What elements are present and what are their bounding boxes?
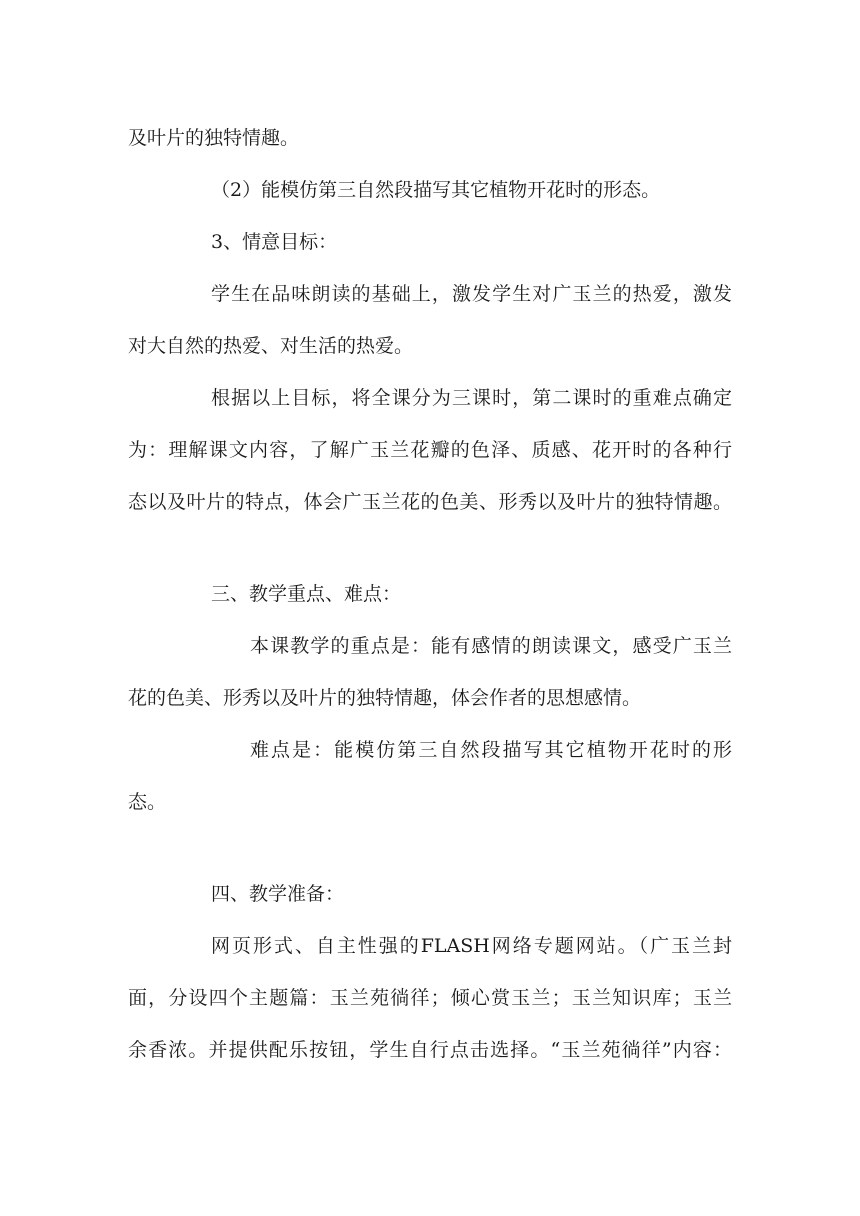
text-line-5: 对大自然的热爱、对生活的热爱。 xyxy=(128,335,414,357)
text-line-11: 花的色美、形秀以及叶片的独特情趣，体会作者的思想感情。 xyxy=(128,687,642,709)
text-line-6: 根据以上目标，将全课分为三课时，第二课时的重难点确定 xyxy=(211,387,732,409)
text-line-1: 及叶片的独特情趣。 xyxy=(128,127,300,149)
section-heading-affective-goals: 3、情意目标： xyxy=(211,231,338,253)
text-line-16: 面，分设四个主题篇：玉兰苑徜徉；倾心赏玉兰；玉兰知识库；玉兰 xyxy=(128,987,732,1009)
text-line-4: 学生在品味朗读的基础上，激发学生对广玉兰的热爱，激发 xyxy=(211,283,732,305)
section-heading-key-points: 三、教学重点、难点： xyxy=(211,583,402,605)
text-line-13: 态。 xyxy=(128,791,167,813)
objective-2-line: （2）能模仿第三自然段描写其它植物开花时的形态。 xyxy=(211,179,661,201)
text-line-7: 为：理解课文内容，了解广玉兰花瓣的色泽、质感、花开时的各种行 xyxy=(128,439,732,461)
text-line-17: 余香浓。并提供配乐按钮，学生自行点击选择。“玉兰苑徜徉”内容： xyxy=(128,1039,732,1061)
text-line-15: 网页形式、自主性强的FLASH网络专题网站。（广玉兰封 xyxy=(211,935,732,957)
section-heading-preparation: 四、教学准备： xyxy=(211,883,345,905)
text-line-12: 难点是：能模仿第三自然段描写其它植物开花时的形 xyxy=(250,739,732,761)
text-line-10: 本课教学的重点是：能有感情的朗读课文，感受广玉兰 xyxy=(250,635,732,657)
text-line-8: 态以及叶片的特点，体会广玉兰花的色美、形秀以及叶片的独特情趣。 xyxy=(128,491,732,513)
